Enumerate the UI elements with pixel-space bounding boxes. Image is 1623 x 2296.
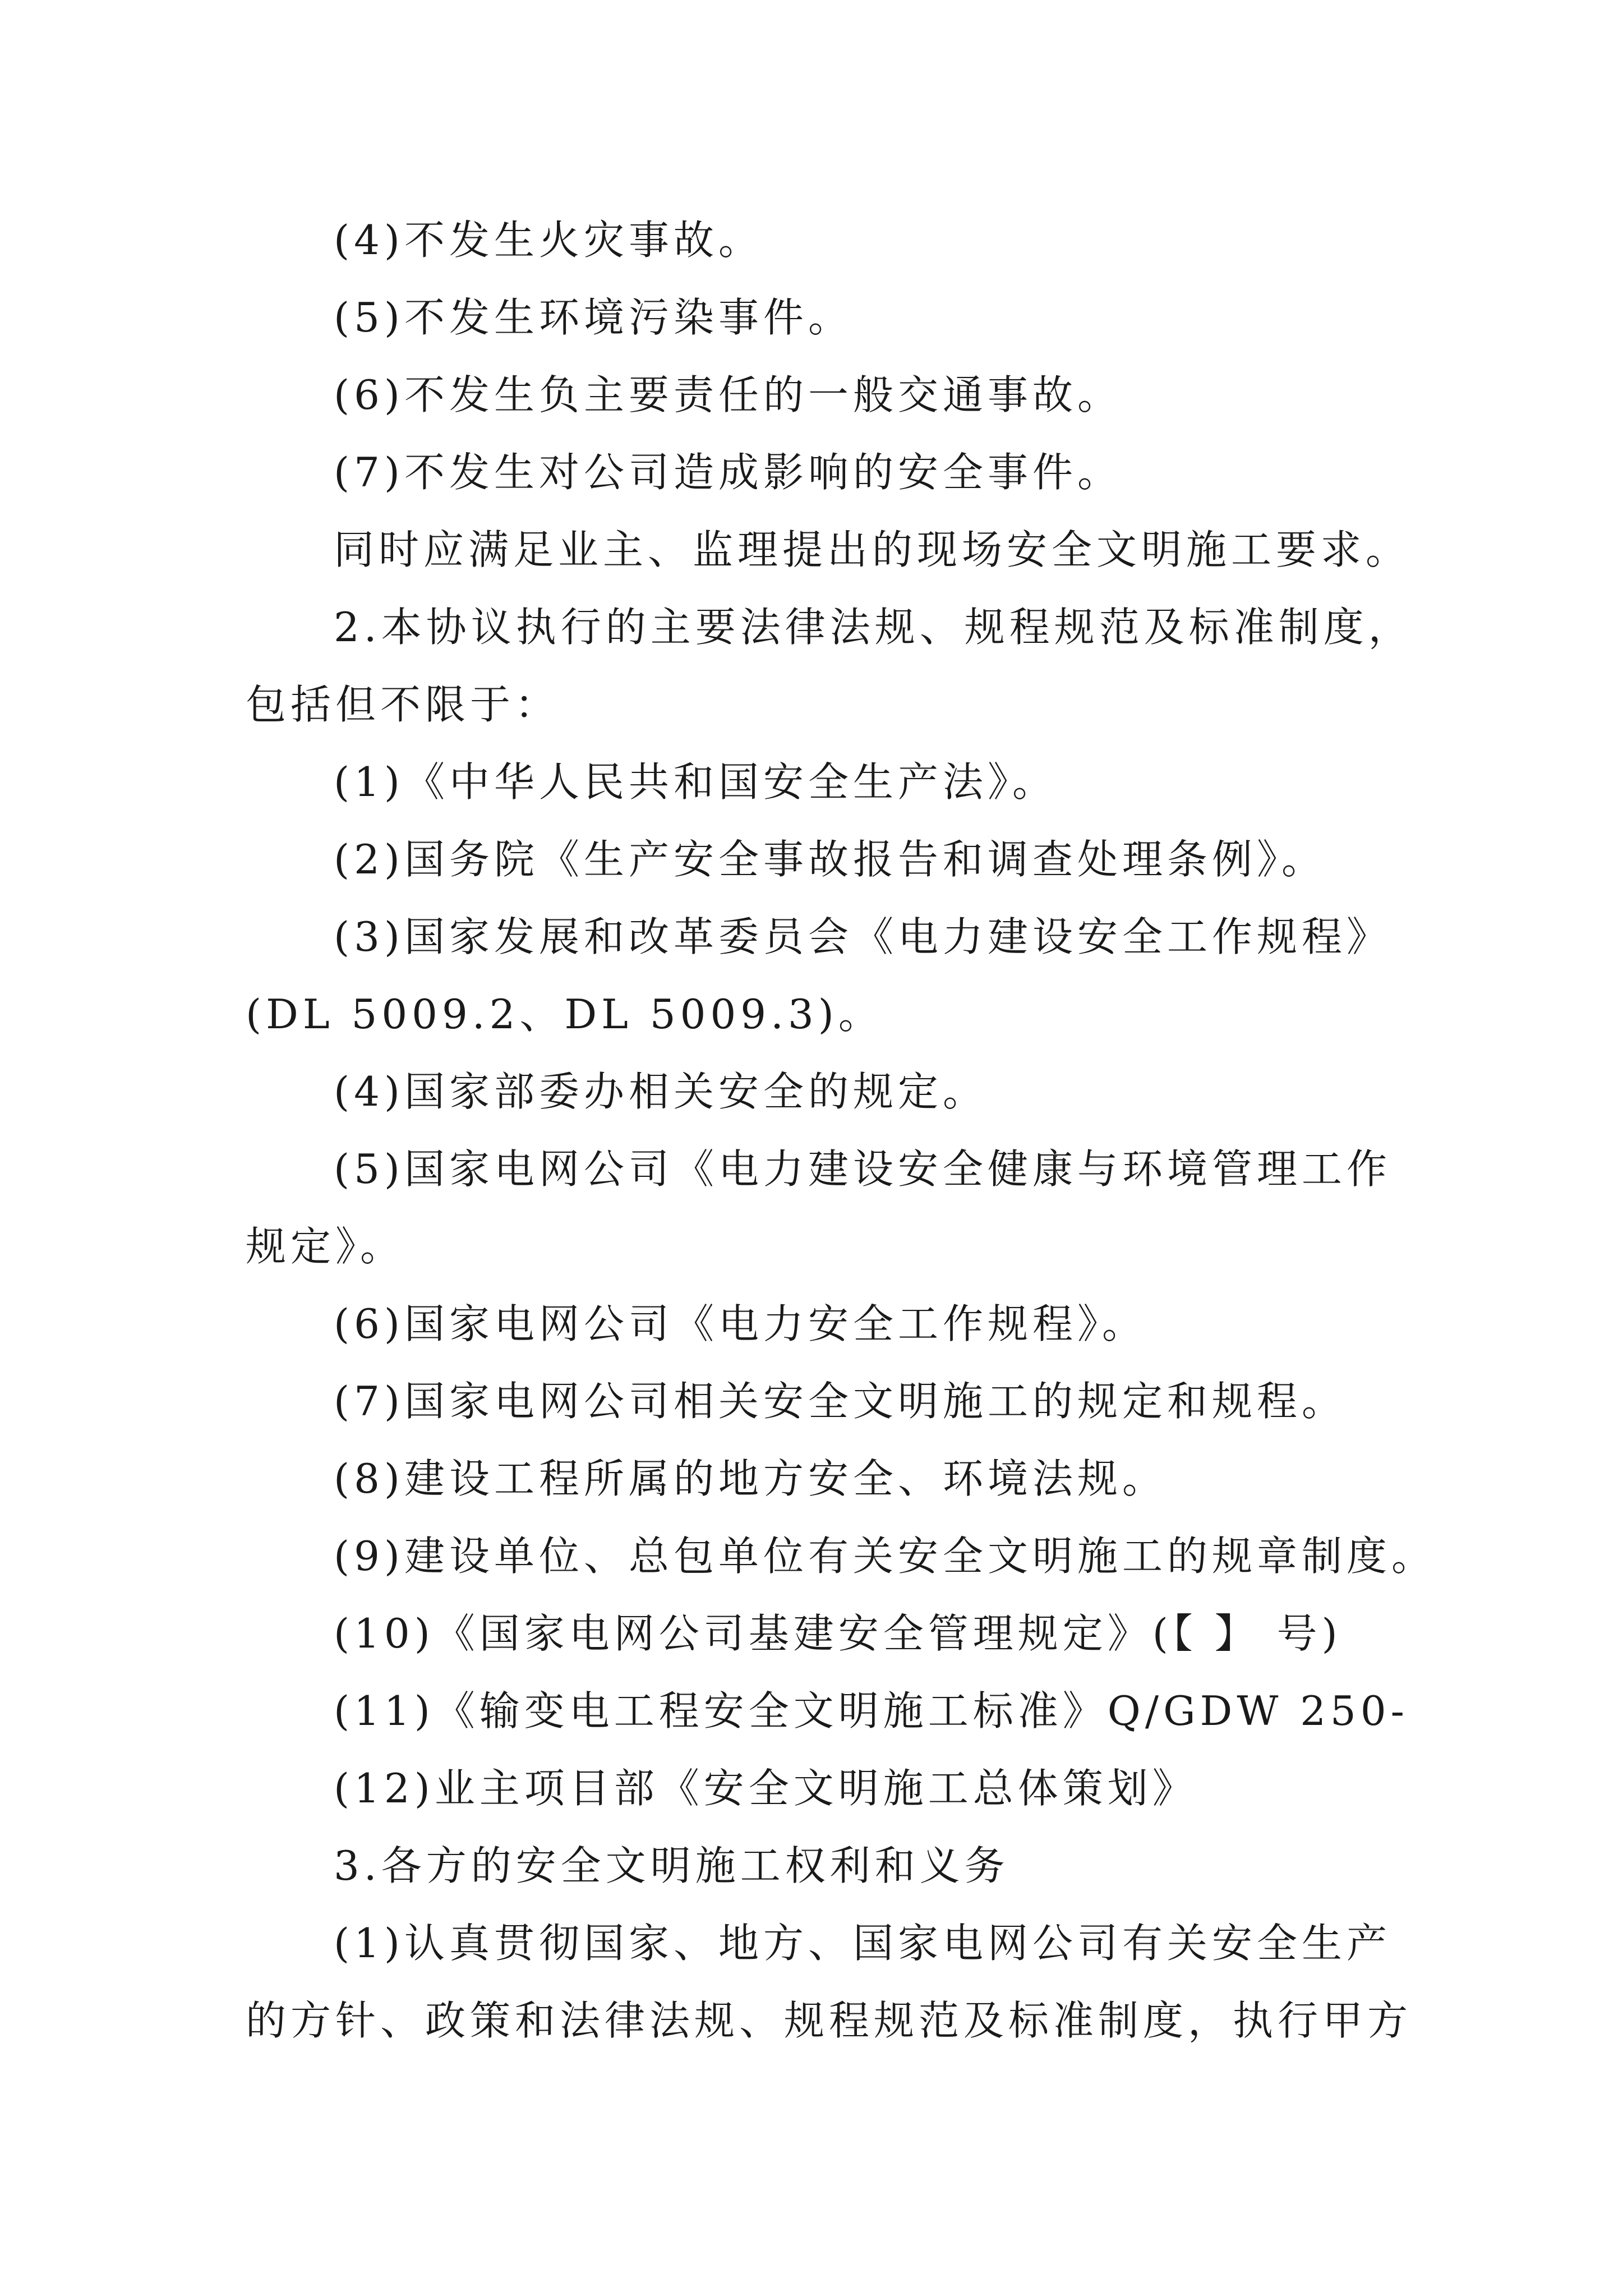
law-item-7: (7)国家电网公司相关安全文明施工的规定和规程。 [334, 1378, 1347, 1425]
law-item-12: (12)业主项目部《安全文明施工总体策划》 [334, 1765, 1197, 1812]
section-3-heading: 3.各方的安全文明施工权利和义务 [334, 1842, 1009, 1889]
law-item-10: (10)《国家电网公司基建安全管理规定》(【 】 号) [334, 1610, 1342, 1657]
clause-4-no-fire: (4)不发生火灾事故。 [334, 217, 763, 264]
law-item-5-cont: 规定》。 [246, 1223, 405, 1270]
law-item-11: (11)《输变电工程安全文明施工标准》Q/GDW 250- [334, 1687, 1409, 1734]
section-2-heading-cont: 包括但不限于： [246, 681, 560, 728]
clause-7-no-safety-event: (7)不发生对公司造成影响的安全事件。 [334, 449, 1122, 496]
law-item-3: (3)国家发展和改革委员会《电力建设安全工作规程》 [334, 913, 1391, 960]
duty-item-1: (1)认真贯彻国家、地方、国家电网公司有关安全生产 [334, 1920, 1391, 1967]
duty-item-1-cont: 的方针、政策和法律法规、规程规范及标准制度，执行甲方 [246, 1997, 1413, 2044]
section-2-heading: 2.本协议执行的主要法律法规、规程规范及标准制度， [334, 604, 1413, 651]
law-item-4: (4)国家部委办相关安全的规定。 [334, 1068, 988, 1115]
law-item-5: (5)国家电网公司《电力建设安全健康与环境管理工作 [334, 1145, 1391, 1193]
law-item-2: (2)国务院《生产安全事故报告和调查处理条例》。 [334, 836, 1326, 883]
law-item-1: (1)《中华人民共和国安全生产法》。 [334, 758, 1057, 806]
requirement-paragraph: 同时应满足业主、监理提出的现场安全文明施工要求。 [334, 526, 1411, 573]
law-item-3-cont: (DL 5009.2、DL 5009.3)。 [246, 991, 883, 1038]
law-item-9: (9)建设单位、总包单位有关安全文明施工的规章制度。 [334, 1533, 1436, 1580]
law-item-8: (8)建设工程所属的地方安全、环境法规。 [334, 1455, 1167, 1502]
clause-5-no-pollution: (5)不发生环境污染事件。 [334, 294, 853, 341]
clause-6-no-traffic-accident: (6)不发生负主要责任的一般交通事故。 [334, 371, 1122, 418]
law-item-6: (6)国家电网公司《电力安全工作规程》。 [334, 1300, 1147, 1347]
